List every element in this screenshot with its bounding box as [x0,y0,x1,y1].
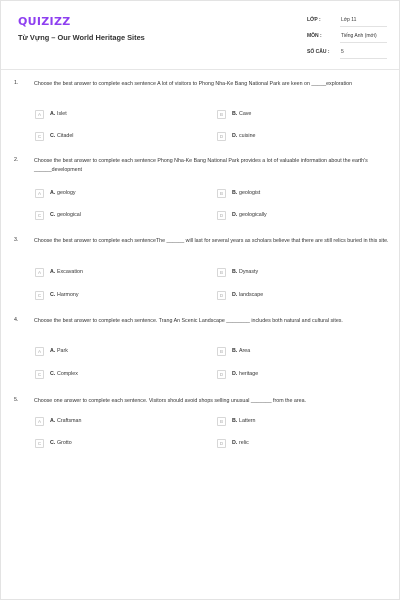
option-text: Park [57,348,68,354]
option-text: geology [57,190,76,196]
question-text: Choose one answer to complete each sentence. Visitors should avoid shops selling unusual _______ from the area. [34,398,306,404]
meta-key-subject: MÔN : [307,33,322,39]
question-number: 3. [14,237,19,243]
option-text: Craftsman [57,418,82,424]
option-text: geological [57,212,81,218]
option-letter: A. [50,190,56,196]
option-checkbox[interactable]: B [217,189,226,198]
option-checkbox[interactable]: C [35,211,44,220]
option-letter: B. [232,190,238,196]
option-letter: A. [50,418,56,424]
option-letter: A. [50,348,56,354]
option-checkbox[interactable]: D [217,291,226,300]
question-number: 5. [14,397,19,403]
option-checkbox[interactable]: B [217,417,226,426]
option-text: Grotto [57,440,72,446]
option-letter: A. [50,111,56,117]
option-letter: C. [50,371,56,377]
option-text: Cave [239,111,252,117]
question-number: 4. [14,317,19,323]
option-letter: D. [232,371,238,377]
meta-value-subject: Tiếng Anh (mới) [341,33,377,39]
option-checkbox[interactable]: A [35,110,44,119]
meta-row-count [307,45,387,59]
option-checkbox[interactable]: A [35,189,44,198]
meta-value-count: 5 [341,49,344,55]
option-checkbox[interactable]: D [217,211,226,220]
meta-value-class: Lớp 11 [341,17,357,23]
option-letter: A. [50,269,56,275]
option-text: Lattern [239,418,256,424]
meta-key-class: LỚP : [307,17,321,23]
option-text: Dynasty [239,269,259,275]
option-checkbox[interactable]: C [35,439,44,448]
option-letter: B. [232,418,238,424]
meta-row-subject [307,29,387,43]
option-checkbox[interactable]: A [35,268,44,277]
option-letter: B. [232,269,238,275]
option-text: Harmony [57,292,79,298]
option-letter: B. [232,111,238,117]
meta-underline [340,42,387,43]
option-checkbox[interactable]: A [35,347,44,356]
option-letter: C. [50,440,56,446]
option-letter: D. [232,440,238,446]
option-checkbox[interactable]: C [35,291,44,300]
option-checkbox[interactable]: B [217,268,226,277]
option-checkbox[interactable]: D [217,132,226,141]
page-title: Từ Vựng – Our World Heritage Sites [18,33,145,42]
option-text: Citadel [57,133,74,139]
option-letter: C. [50,133,56,139]
option-text: cuisine [239,133,256,139]
header-divider [1,69,399,70]
option-checkbox[interactable]: B [217,110,226,119]
option-text: relic [239,440,249,446]
meta-row-class [307,13,387,27]
question-text: Choose the best answer to complete each sentence. Trang An Scenic Landscape ________ includes both natural and cultural sites. [34,318,343,324]
option-letter: B. [232,348,238,354]
question-number: 2. [14,157,19,163]
option-text: Complex [57,371,78,377]
option-letter: D. [232,292,238,298]
option-letter: C. [50,212,56,218]
question-number: 1. [14,80,19,86]
option-text: Excavation [57,269,83,275]
option-text: heritage [239,371,259,377]
option-checkbox[interactable]: D [217,370,226,379]
question-text: Choose the best answer to complete each sentence Phong Nha-Ke Bang National Park provides a lot of valuable information about the earth's ______development [34,158,368,173]
meta-underline [340,26,387,27]
question-text: Choose the best answer to complete each sentence A lot of visitors to Phong Nha-Ke Bang National Park are keen on _____exploration [34,81,353,87]
question-text: Choose the best answer to complete each sentenceThe ______ will last for several years as scholars believe that there are still relics buried in this site. [34,238,389,244]
option-text: Islet [57,111,67,117]
option-checkbox[interactable]: A [35,417,44,426]
quizizz-logo: QUIZIZZ [18,15,71,28]
meta-key-count: SỐ CÂU : [307,49,330,55]
option-checkbox[interactable]: D [217,439,226,448]
option-letter: D. [232,212,238,218]
meta-underline [340,58,387,59]
option-letter: D. [232,133,238,139]
option-text: geologist [239,190,261,196]
option-checkbox[interactable]: B [217,347,226,356]
option-text: Area [239,348,251,354]
option-checkbox[interactable]: C [35,132,44,141]
option-text: geologically [239,212,267,218]
option-checkbox[interactable]: C [35,370,44,379]
option-text: landscape [239,292,264,298]
option-letter: C. [50,292,56,298]
